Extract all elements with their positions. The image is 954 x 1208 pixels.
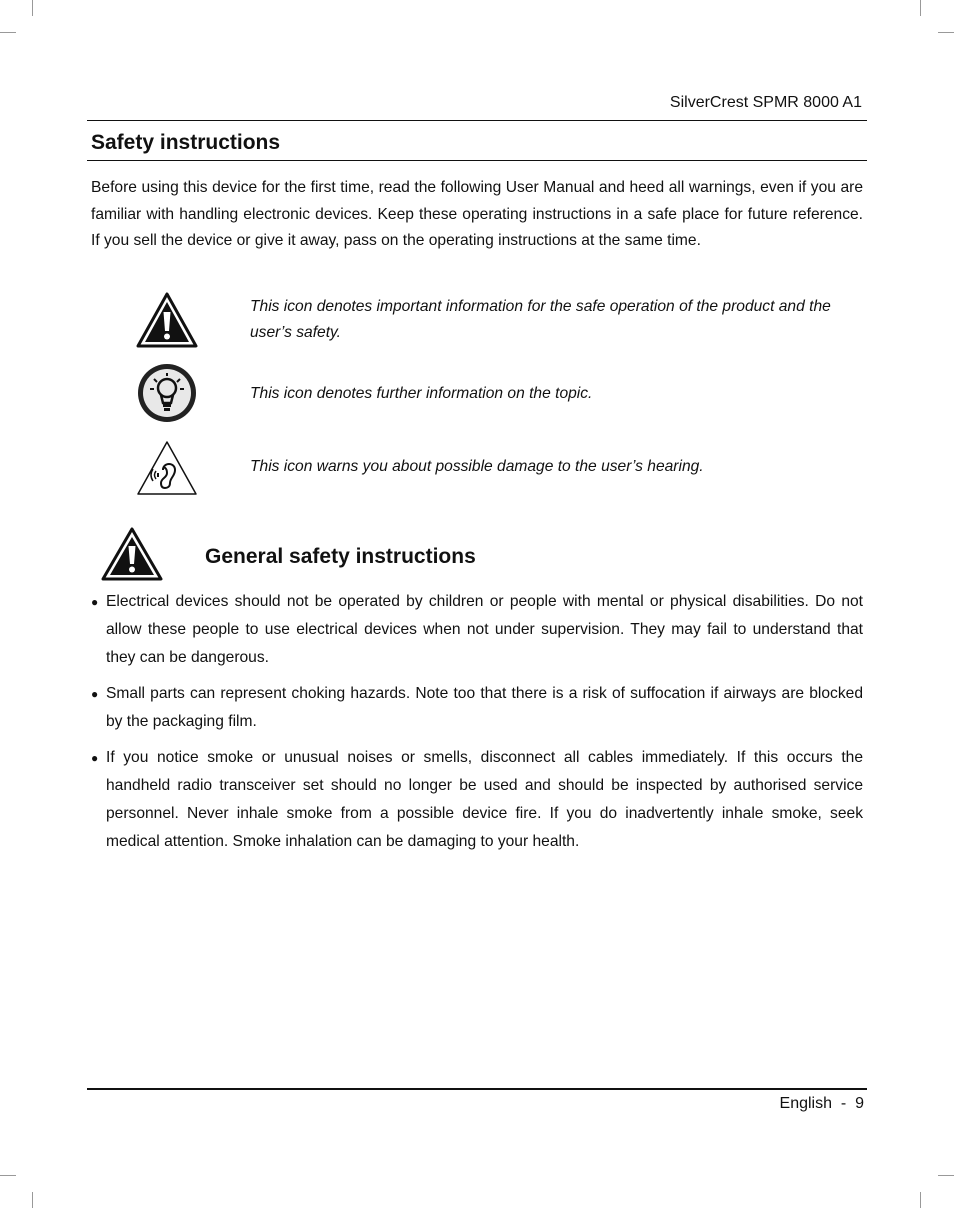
crop-mark (0, 32, 16, 33)
safety-bullet-list (91, 588, 863, 864)
footer-rule (87, 1088, 867, 1090)
list-item (91, 744, 863, 856)
crop-mark (920, 1192, 921, 1208)
crop-mark (938, 32, 954, 33)
legend-text-hearing: This icon warns you about possible damage to the user’s hearing. (250, 458, 704, 475)
crop-mark (32, 0, 33, 16)
section-title: Safety instructions (91, 131, 281, 154)
bullet-text: Small parts can represent choking hazards. Note too that there is a risk of suffocation if airways are blocked by the packaging film. (106, 685, 863, 730)
crop-mark (0, 1175, 16, 1176)
header-rule (87, 120, 867, 121)
hearing-warning-icon (136, 440, 198, 496)
header-product-title: SilverCrest SPMR 8000 A1 (669, 94, 862, 111)
section-rule (87, 160, 867, 161)
bullet-text: If you notice smoke or unusual noises or smells, disconnect all cables immediately. If this occurs the handheld radio transceiver set should no longer be used and should be inspected by authorised service personnel. Never inhale smoke from a possible device fire. If you do inadvertently inhale smoke, seek medical attention. Smoke inhalation can be damaging to your health. (106, 749, 863, 850)
list-item (91, 680, 863, 736)
lightbulb-icon (136, 362, 198, 424)
page-number: English - 9 (779, 1095, 864, 1112)
legend-text-safety: This icon denotes important information for the safe operation of the product and the user’s safety. (250, 298, 831, 341)
warning-triangle-icon (136, 292, 198, 348)
list-item (91, 588, 863, 672)
warning-triangle-icon (101, 527, 163, 581)
intro-paragraph: Before using this device for the first time, read the following User Manual and heed all warnings, even if you are familiar with handling electronic devices. Keep these operating instructions in a safe place for future reference. If you sell the device or give it away, pass on the operating instructions at the same time. (91, 179, 863, 249)
crop-mark (920, 0, 921, 16)
bullet-icon: ● (91, 687, 99, 701)
general-safety-title: General safety instructions (205, 545, 476, 568)
bullet-icon: ● (91, 751, 99, 765)
crop-mark (32, 1192, 33, 1208)
legend-text-info: This icon denotes further information on the topic. (250, 385, 593, 402)
bullet-text: Electrical devices should not be operated by children or people with mental or physical disabilities. Do not allow these people to use electrical devices when not under supervision. They may fail to understand that they can be dangerous. (106, 593, 863, 666)
crop-mark (938, 1175, 954, 1176)
bullet-icon: ● (91, 595, 99, 609)
